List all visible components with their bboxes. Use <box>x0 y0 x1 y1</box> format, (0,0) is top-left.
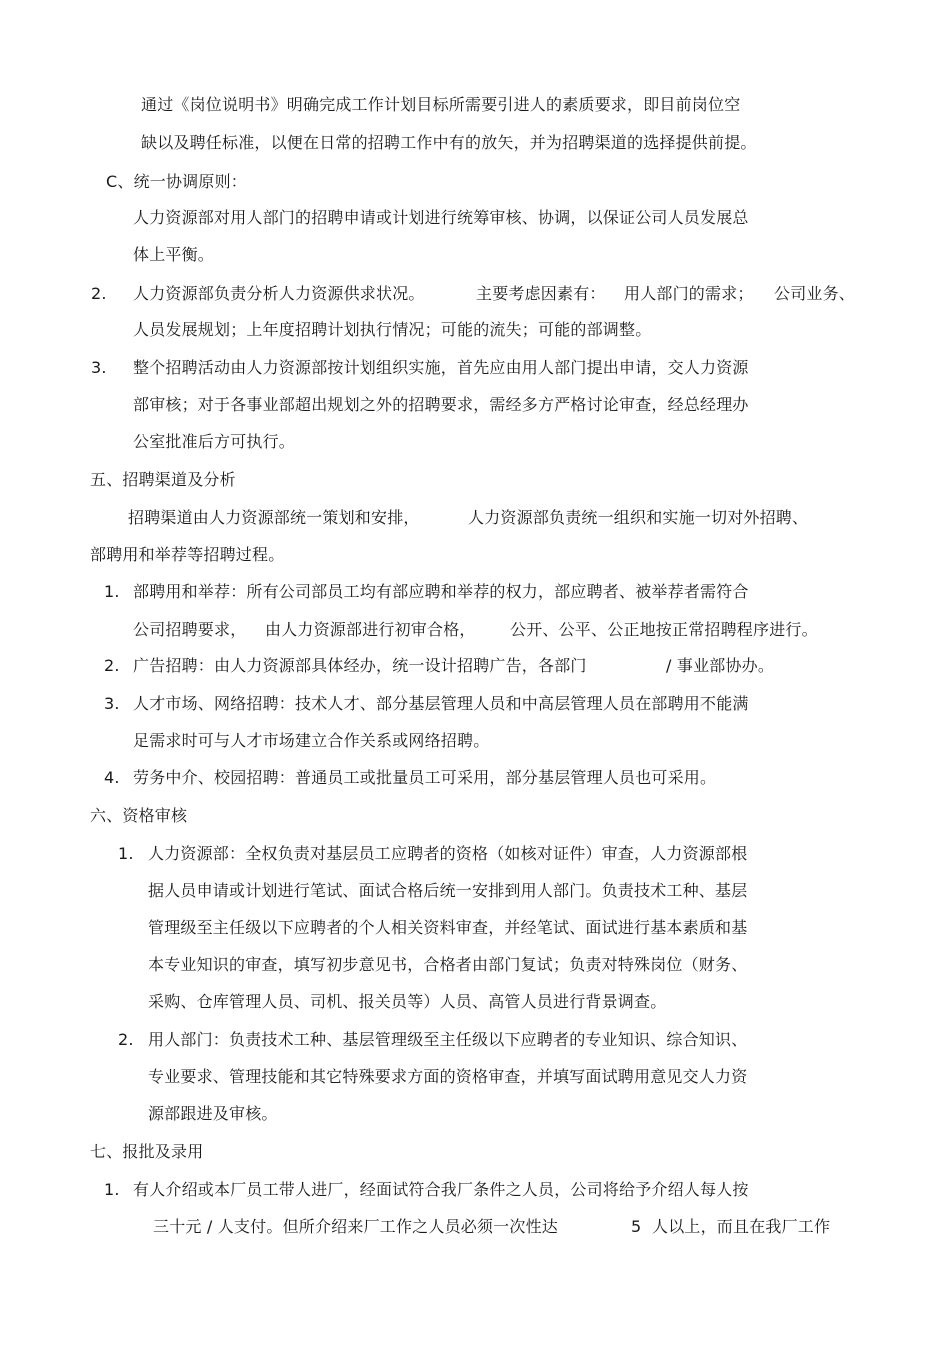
list-number: 1. <box>104 1180 120 1199</box>
list-number: 4. <box>104 768 120 787</box>
text-line: 主要考虑因素有： <box>476 284 606 303</box>
text-line: 三十元 / 人支付。但所介绍来厂工作之人员必须一次性达 <box>153 1217 558 1236</box>
text-line: 有人介绍或本厂员工带人进厂，经面试符合我厂条件之人员，公司将给予介绍人每人按 <box>133 1180 749 1199</box>
list-number: 3. <box>91 358 107 377</box>
text-line: 部聘用和举荐：所有公司部员工均有部应聘和举荐的权力，部应聘者、被举荐者需符合 <box>133 582 749 601</box>
text-line: 缺以及聘任标准，以便在日常的招聘工作中有的放矢，并为招聘渠道的选择提供前提。 <box>141 133 757 152</box>
section-heading: 六、资格审核 <box>90 806 188 825</box>
text-line: 源部跟进及审核。 <box>148 1104 278 1123</box>
text-line: 据人员申请或计划进行笔试、面试合格后统一安排到用人部门。负责技术工种、基层 <box>148 881 748 900</box>
text-line: 管理级至主任级以下应聘者的个人相关资料审查，并经笔试、面试进行基本素质和基 <box>148 918 748 937</box>
text-line: 广告招聘：由人力资源部具体经办，统一设计招聘广告，各部门 <box>133 656 587 675</box>
text-line: C、统一协调原则： <box>106 172 247 191</box>
text-line: 整个招聘活动由人力资源部按计划组织实施，首先应由用人部门提出申请，交人力资源 <box>133 358 749 377</box>
text-line: 足需求时可与人才市场建立合作关系或网络招聘。 <box>133 731 490 750</box>
list-number: 3. <box>104 694 120 713</box>
text-line: 公开、公平、公正地按正常招聘程序进行。 <box>510 620 818 639</box>
text-line: 人以上，而且在我厂工作 <box>652 1217 831 1236</box>
text-line: 采购、仓库管理人员、司机、报关员等）人员、高管人员进行背景调查。 <box>148 992 667 1011</box>
list-number: 2. <box>91 284 107 303</box>
section-heading: 五、招聘渠道及分析 <box>90 470 236 489</box>
text-line: 劳务中介、校园招聘：普通员工或批量员工可采用，部分基层管理人员也可采用。 <box>133 768 717 787</box>
section-heading: 七、报批及录用 <box>90 1142 204 1161</box>
text-line: 由人力资源部进行初审合格， <box>265 620 476 639</box>
text-line: 公司业务、 <box>774 284 856 303</box>
text-line: / 事业部协办。 <box>666 656 775 675</box>
list-number: 2. <box>104 656 120 675</box>
text-line: 人力资源部负责统一组织和实施一切对外招聘、 <box>468 508 809 527</box>
text-line: 人力资源部：全权负责对基层员工应聘者的资格（如核对证件）审查，人力资源部根 <box>148 844 748 863</box>
text-line: 专业要求、管理技能和其它特殊要求方面的资格审查，并填写面试聘用意见交人力资 <box>148 1067 748 1086</box>
text-line: 人力资源部负责分析人力资源供求状况。 <box>133 284 425 303</box>
text-line: 人才市场、网络招聘：技术人才、部分基层管理人员和中高层管理人员在部聘用不能满 <box>133 694 749 713</box>
text-line: 通过《岗位说明书》明确完成工作计划目标所需要引进人的素质要求，即目前岗位空 <box>141 95 741 114</box>
text-line: 用人部门的需求； <box>624 284 754 303</box>
text-line: 部审核；对于各事业部超出规划之外的招聘要求，需经多方严格讨论审查，经总经理办 <box>133 395 749 414</box>
text-line: 公司招聘要求， <box>133 620 247 639</box>
text-line: 招聘渠道由人力资源部统一策划和安排， <box>128 508 420 527</box>
text-line: 部聘用和举荐等招聘过程。 <box>90 545 285 564</box>
text-line: 人力资源部对用人部门的招聘申请或计划进行统筹审核、协调，以保证公司人员发展总 <box>133 208 749 227</box>
text-line: 体上平衡。 <box>133 245 215 264</box>
list-number: 1. <box>104 582 120 601</box>
text-line: 用人部门：负责技术工种、基层管理级至主任级以下应聘者的专业知识、综合知识、 <box>148 1030 748 1049</box>
text-line: 5 <box>631 1217 642 1236</box>
text-line: 人员发展规划；上年度招聘计划执行情况；可能的流失；可能的部调整。 <box>133 320 652 339</box>
text-line: 公室批准后方可执行。 <box>133 432 296 451</box>
list-number: 2. <box>118 1030 134 1049</box>
list-number: 1. <box>118 844 134 863</box>
text-line: 本专业知识的审查，填写初步意见书，合格者由部门复试；负责对特殊岗位（财务、 <box>148 955 748 974</box>
